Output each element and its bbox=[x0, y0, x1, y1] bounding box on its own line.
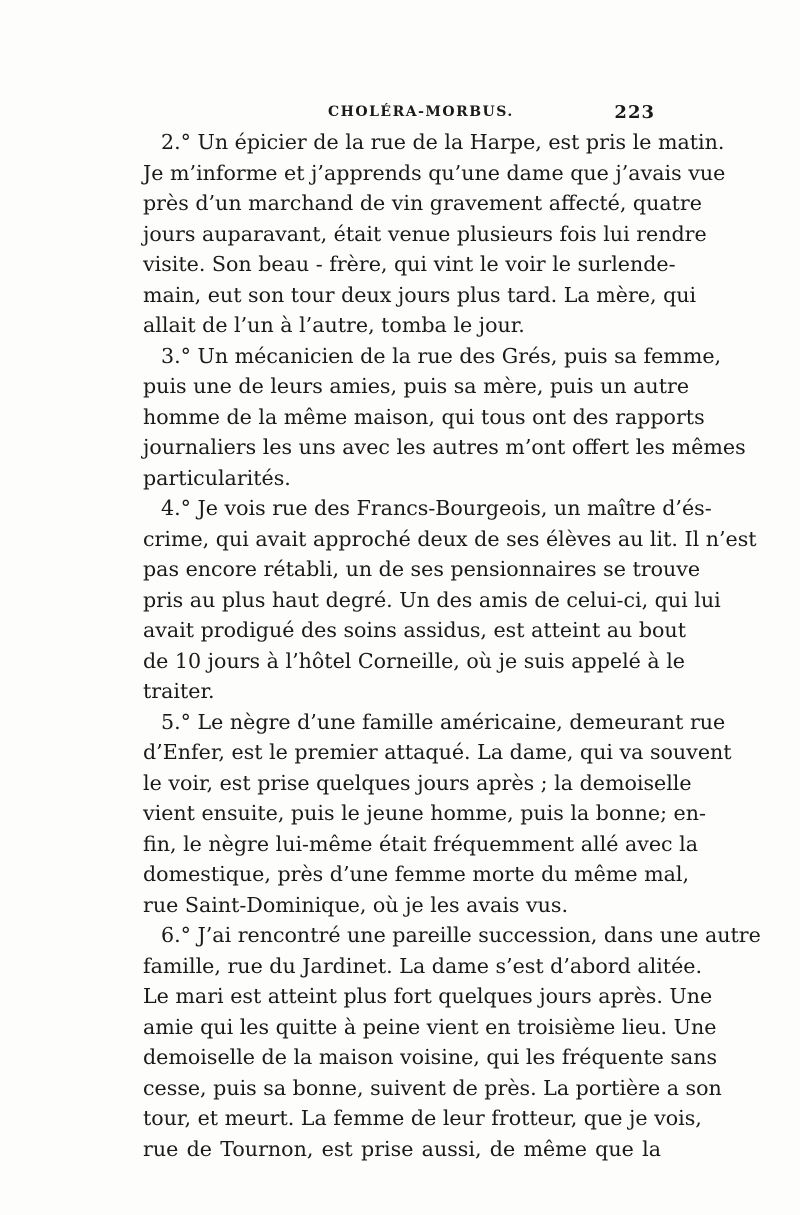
text-line: demoiselle de la maison voisine, qui les fréquente sans bbox=[143, 1045, 718, 1069]
text-line: tour, et meurt. La femme de leur frotteur, que je vois, bbox=[143, 1106, 702, 1130]
text-line: famille, rue du Jardinet. La dame s’est d’abord alitée. bbox=[143, 953, 702, 978]
text-line: Le mari est atteint plus fort quelques jours après. Une bbox=[143, 984, 713, 1008]
text-line: homme de la même maison, qui tous ont des rapports bbox=[143, 404, 705, 429]
text-line: jours auparavant, était venue plusieurs fois lui rendre bbox=[143, 221, 707, 246]
text-line: domestique, près d’une femme morte du même mal, bbox=[143, 862, 690, 886]
text-line: le voir, est prise quelques jours après ; la demoiselle bbox=[143, 770, 692, 795]
text-line: crime, qui avait approché deux de ses élèves au lit. Il n’est bbox=[143, 526, 757, 551]
text-line: allait de l’un à l’autre, tomba le jour. bbox=[143, 313, 525, 337]
text-line: main, eut son tour deux jours plus tard. La mère, qui bbox=[143, 282, 697, 307]
text-line: avait prodigué des soins assidus, est atteint au bout bbox=[143, 618, 686, 642]
text-line: pris au plus haut degré. Un des amis de celui-ci, qui lui bbox=[143, 587, 721, 612]
text-line: 3.° Un mécanicien de la rue des Grés, puis sa femme, bbox=[161, 343, 722, 368]
text-line: puis une de leurs amies, puis sa mère, puis un autre bbox=[143, 374, 690, 398]
text-line: près d’un marchand de vin gravement affecté, quatre bbox=[143, 191, 702, 215]
text-line: 2.° Un épicier de la rue de la Harpe, est pris le matin. bbox=[161, 130, 725, 154]
running-title: CHOLÉRA-MORBUS. bbox=[328, 104, 514, 120]
text-line: fin, le nègre lui-même était fréquemment allé avec la bbox=[143, 831, 698, 856]
text-line: journaliers les uns avec les autres m’ont offert les mêmes bbox=[143, 435, 746, 459]
text-line: de 10 jours à l’hôtel Corneille, où je suis appelé à le bbox=[143, 648, 685, 673]
text-line: 4.° Je vois rue des Francs-Bourgeois, un maître d’és- bbox=[161, 496, 712, 520]
text-line: pas encore rétabli, un de ses pensionnaires se trouve bbox=[143, 557, 701, 581]
running-head bbox=[143, 102, 655, 128]
body-text bbox=[143, 127, 761, 1164]
page-number: 223 bbox=[614, 102, 655, 123]
text-line: rue de Tournon, est prise aussi, de même que la bbox=[143, 1136, 661, 1161]
text-line: vient ensuite, puis le jeune homme, puis la bonne; en- bbox=[143, 801, 706, 825]
text-line: particularités. bbox=[143, 465, 291, 490]
text-line: 6.° J’ai rencontré une pareille succession, dans une autre bbox=[161, 923, 761, 947]
text-line: amie qui les quitte à peine vient en troisième lieu. Une bbox=[143, 1014, 717, 1039]
text-line: cesse, puis sa bonne, suivent de près. La portière a son bbox=[143, 1075, 722, 1100]
text-line: visite. Son beau - frère, qui vint le voir le surlende- bbox=[143, 252, 676, 276]
text-line: 5.° Le nègre d’une famille américaine, demeurant rue bbox=[161, 709, 726, 734]
text-line: traiter. bbox=[143, 679, 215, 703]
text-line: Je m’informe et j’apprends qu’une dame que j’avais vue bbox=[143, 160, 726, 185]
text-line: rue Saint-Dominique, où je les avais vus. bbox=[143, 892, 569, 917]
text-line: d’Enfer, est le premier attaqué. La dame, qui va souvent bbox=[143, 740, 732, 764]
